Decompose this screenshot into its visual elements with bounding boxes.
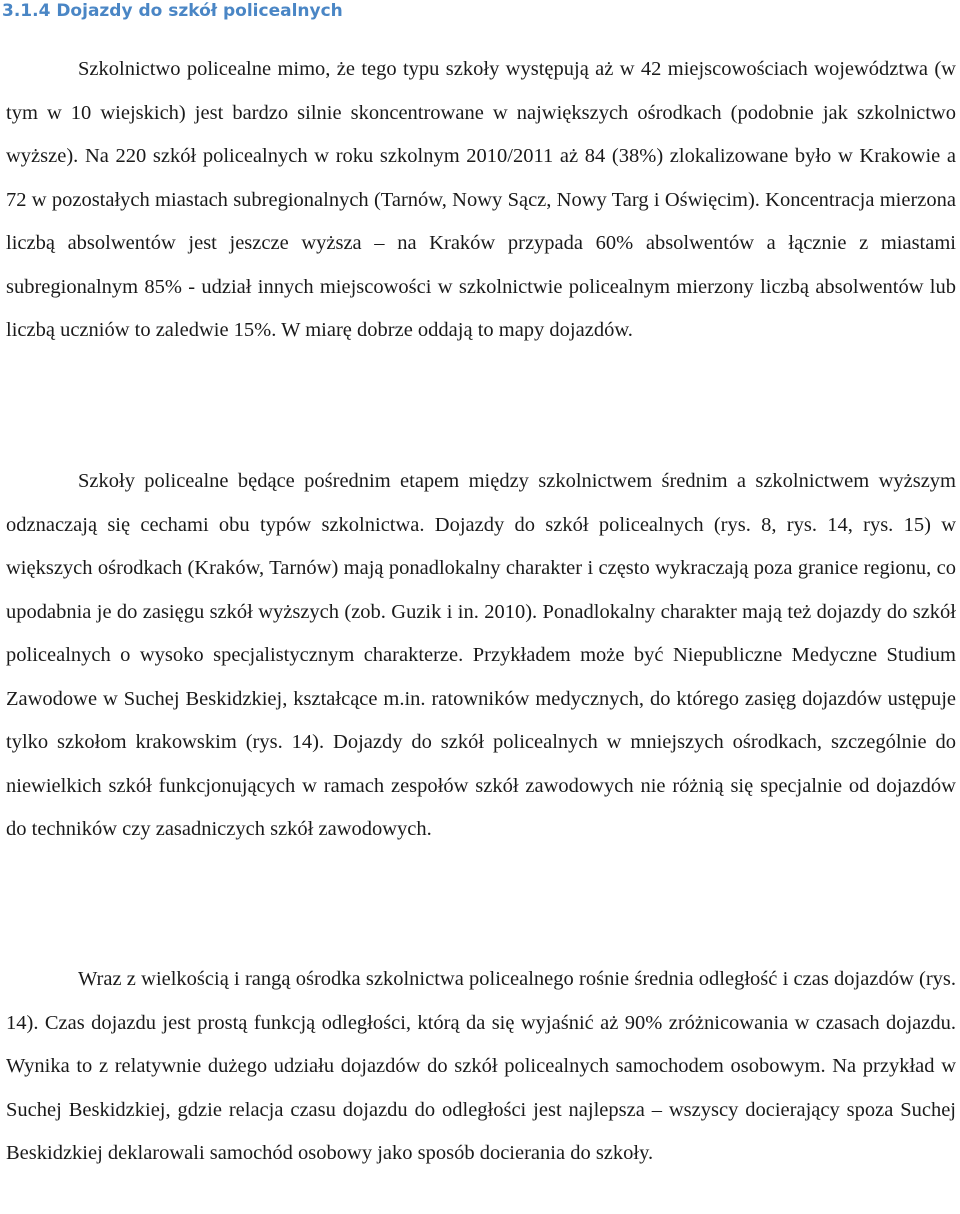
body-paragraph: Wraz z wielkością i rangą ośrodka szkolnictwa policealnego rośnie średnia odległość i czas dojazdów (rys. 14). Czas dojazdu jest prostą funkcją odległości, którą da się wyjaśnić aż 90% zróżnicowania w czasach dojazdu. Wynika to z relatywnie dużego udziału dojazdów do szkół policealnych samochodem osobowym. Na przykład w Suchej Beskidzkiej, gdzie relacja czasu dojazdu do odległości jest najlepsza – wszyscy docierający spoza Suchej Beskidzkiej deklarowali samochód osobowy jako sposób docierania do szkoły. bbox=[6, 968, 956, 1164]
section-heading: 3.1.4 Dojazdy do szkół policealnych bbox=[2, 1, 343, 21]
body-paragraph: Szkolnictwo policealne mimo, że tego typu szkoły występują aż w 42 miejscowościach województwa (w tym w 10 wiejskich) jest bardzo silnie skoncentrowane w największych ośrodkach (podobnie jak szkolnictwo wyższe). Na 220 szkół policealnych w roku szkolnym 2010/2011 aż 84 (38%) zlokalizowane było w Krakowie a 72 w pozostałych miastach subregionalnych (Tarnów, Nowy Sącz, Nowy Targ i Oświęcim). Koncentracja mierzona liczbą absolwentów jest jeszcze wyższa – na Kraków przypada 60% absolwentów a łącznie z miastami subregionalnym 85% - udział innych miejscowości w szkolnictwie policealnym mierzony liczbą absolwentów lub liczbą uczniów to zaledwie 15%. W miarę dobrze oddają to mapy dojazdów. bbox=[6, 58, 956, 341]
body-paragraph: Szkoły policealne będące pośrednim etapem między szkolnictwem średnim a szkolnictwem wyższym odznaczają się cechami obu typów szkolnictwa. Dojazdy do szkół policealnych (rys. 8, rys. 14, rys. 15) w większych ośrodkach (Kraków, Tarnów) mają ponadlokalny charakter i często wykraczają poza granice regionu, co upodabnia je do zasięgu szkół wyższych (zob. Guzik i in. 2010). Ponadlokalny charakter mają też dojazdy do szkół policealnych o wysoko specjalistycznym charakterze. Przykładem może być Niepubliczne Medyczne Studium Zawodowe w Suchej Beskidzkiej, kształcące m.in. ratowników medycznych, do którego zasięg dojazdów ustępuje tylko szkołom krakowskim (rys. 14). Dojazdy do szkół policealnych w mniejszych ośrodkach, szczególnie do niewielkich szkół funkcjonujących w ramach zespołów szkół zawodowych nie różnią się specjalnie od dojazdów do techników czy zasadniczych szkół zawodowych. bbox=[6, 470, 956, 840]
